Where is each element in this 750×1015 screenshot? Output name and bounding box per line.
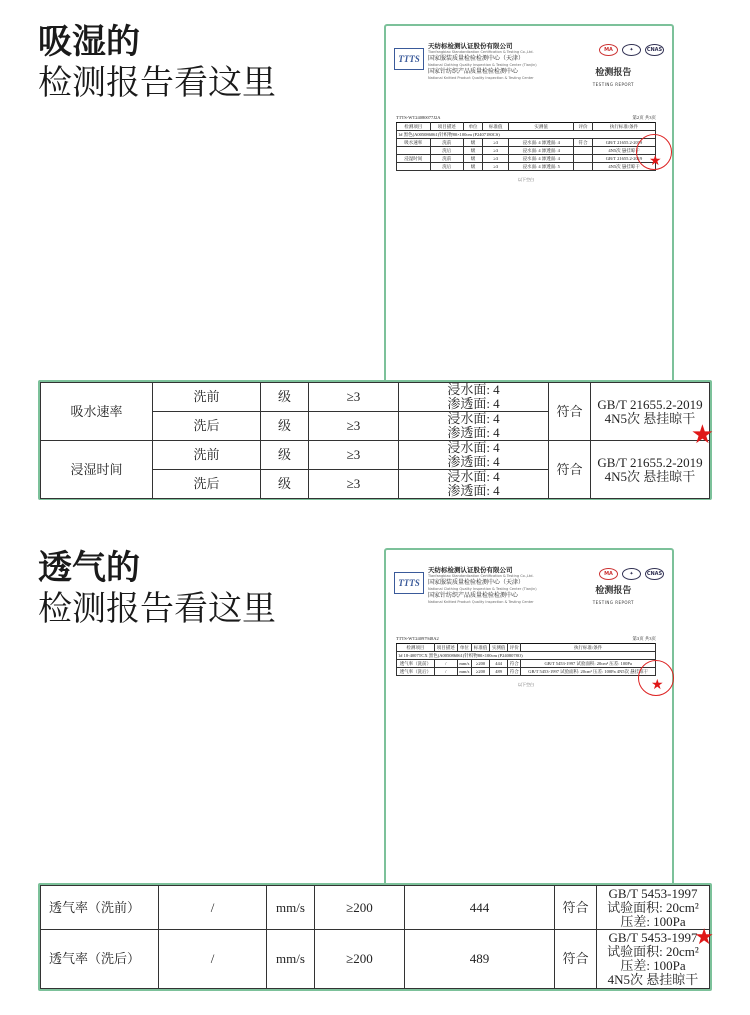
report-institution (428, 566, 537, 605)
mini-cell: 浸水面: 4 渗透面: 4 (509, 155, 573, 163)
center1: 国家服装质量检验检测中心（天津） (428, 55, 525, 62)
meas-line: 渗透面: 4 (447, 425, 500, 440)
desc-cell: / (159, 886, 267, 930)
tts-logo-icon: TTTS (394, 572, 424, 594)
mini-cell: mm/s (457, 660, 471, 668)
meas-cell (399, 470, 549, 499)
meas-line: 渗透面: 4 (447, 454, 500, 469)
mini-table-row (397, 139, 656, 147)
star-stamp-icon: ★ (694, 925, 714, 950)
mini-cell (397, 147, 431, 155)
section2-report-image (384, 548, 674, 893)
item-cell: 透气率（洗前） (41, 886, 159, 930)
cond-cell: 洗前 (153, 383, 261, 412)
stdref-line: GB/T 5453-1997 (608, 885, 698, 901)
eval-cell: 符合 (555, 930, 597, 989)
unit-cell: 级 (261, 470, 309, 499)
star-stamp-icon: ★ (690, 420, 714, 450)
unit-cell: 级 (261, 441, 309, 470)
report-title-cn: 检测报告 (595, 586, 632, 596)
meas-line: 浸水面: 4 (447, 411, 500, 426)
mini-cell: ≥3 (483, 147, 509, 155)
report-mini-table (396, 115, 656, 183)
stdref-cell (597, 886, 710, 930)
cal-mark-icon: ✦ (622, 568, 641, 580)
cond-cell: 洗后 (153, 470, 261, 499)
desc-cell: / (159, 930, 267, 989)
section1-data-table (38, 380, 712, 500)
mini-table-row (397, 660, 656, 668)
mini-table-row (397, 155, 656, 163)
section1-heading (38, 22, 276, 104)
report-page-info: 第3页 共3页 (632, 636, 656, 641)
center1-en: National Clothing Quality Inspection & Testing Center (Tianjin) (428, 587, 537, 591)
mini-cell (573, 163, 592, 171)
item-cell: 吸水速率 (41, 383, 153, 441)
mini-cell: 级 (464, 139, 483, 147)
stdref-line: 压差: 100Pa (620, 913, 686, 929)
table-row (41, 383, 710, 412)
meas-cell: 444 (405, 886, 555, 930)
cond-cell: 洗前 (153, 441, 261, 470)
std-cell: ≥3 (309, 470, 399, 499)
std-cell: ≥200 (315, 886, 405, 930)
mini-cell: 级 (464, 147, 483, 155)
center2-en: National Knitted Product Quality Inspection & Testing Center (428, 76, 534, 80)
unit-cell: mm/s (267, 886, 315, 930)
std-cell: ≥3 (309, 412, 399, 441)
mini-table-row (397, 147, 656, 155)
center2: 国家针纺织产品质量检验检测中心 (428, 68, 519, 75)
std-cell: ≥3 (309, 441, 399, 470)
section1-heading-title: 吸湿的 (38, 22, 140, 62)
mini-header-cell: 项目描述 (430, 123, 464, 131)
report-institution (428, 42, 537, 81)
mini-header-cell: 执行标准/条件 (521, 644, 656, 652)
mini-cell: 符合 (573, 139, 592, 147)
unit-cell: 级 (261, 412, 309, 441)
mini-header-cell: 评价 (508, 644, 521, 652)
mini-cell: 洗后 (430, 147, 464, 155)
cma-mark-icon: MA (599, 44, 618, 56)
mini-cell: / (434, 668, 457, 676)
eval-cell: 符合 (549, 383, 591, 441)
table-row (41, 886, 710, 930)
mini-cell: 浸湿时间 (397, 155, 431, 163)
mini-header-cell: 单位 (457, 644, 471, 652)
mini-cell: 符合 (508, 660, 521, 668)
mini-cell (397, 163, 431, 171)
item-cell: 透气率（洗后） (41, 930, 159, 989)
center2-en: National Knitted Product Quality Inspection & Testing Center (428, 600, 534, 604)
mini-header-cell: 实测值 (490, 644, 508, 652)
stdref-line: GB/T 5453-1997 (608, 930, 698, 946)
mini-cell: 洗前 (430, 155, 464, 163)
table-row (41, 930, 710, 989)
mini-cell: ≥200 (472, 660, 490, 668)
star-stamp-icon: ★ (651, 677, 664, 693)
mini-cell: 洗后 (430, 163, 464, 171)
sample-row: 1# 18-4007TCX 黑色(A005086061)针织物80×100cm (P2408078O) (397, 652, 656, 660)
mini-cell: 洗前 (430, 139, 464, 147)
report-number: TTTS-WT24080077J2A (396, 115, 441, 120)
std-cell: ≥200 (315, 930, 405, 989)
mini-header-cell: 标准值 (483, 123, 509, 131)
stdref-line: 4N5次 悬挂晾干 (604, 468, 696, 484)
org-name: 天纺标检测认证股份有限公司 (428, 566, 513, 574)
cond-cell: 洗后 (153, 412, 261, 441)
mini-cell: 符合 (508, 668, 521, 676)
mini-cell: 级 (464, 163, 483, 171)
mini-header-cell: 检测项目 (397, 123, 431, 131)
mini-header-cell: 单位 (464, 123, 483, 131)
mini-cell: GB/T 5453-1997 试验面积: 20cm² 压差: 100Pa (521, 660, 656, 668)
center1-en: National Clothing Quality Inspection & Testing Center (Tianjin) (428, 63, 537, 67)
mini-cell: 浸水面: 4 渗透面: 5 (509, 163, 573, 171)
org-name-en: Tianfangbiao Standardization Certification & Testing Co.,Ltd. (428, 50, 534, 54)
unit-cell: mm/s (267, 930, 315, 989)
meas-line: 浸水面: 4 (447, 440, 500, 455)
center1: 国家服装质量检验检测中心（天津） (428, 579, 525, 586)
cnas-mark-icon: CNAS (645, 44, 664, 56)
report-footer: 以下空白 (518, 682, 534, 687)
mini-cell: mm/s (457, 668, 471, 676)
stdref-line: 试验面积: 20cm² (607, 944, 699, 960)
mini-cell: 444 (490, 660, 508, 668)
mini-cell: ≥200 (472, 668, 490, 676)
mini-cell: 透气率（洗后） (397, 668, 435, 676)
report-mini-table (396, 636, 656, 688)
star-stamp-icon: ★ (649, 153, 662, 169)
cnas-mark-icon: CNAS (645, 568, 664, 580)
mini-table-row (397, 163, 656, 171)
meas-line: 浸水面: 4 (447, 469, 500, 484)
org-name-en: Tianfangbiao Standardization Certification & Testing Co.,Ltd. (428, 574, 534, 578)
mini-header-cell: 执行标准/条件 (593, 123, 656, 131)
mini-header-cell: 评价 (573, 123, 592, 131)
report-title-cn: 检测报告 (595, 68, 632, 78)
meas-line: 浸水面: 4 (447, 382, 500, 397)
report-number: TTTS-WT24097948A2 (396, 636, 439, 641)
mini-table-row (397, 668, 656, 676)
report-title-en: TESTING REPORT (592, 82, 634, 87)
mini-cell: 4N5次 悬挂晾干 (593, 147, 656, 155)
mini-cell: ≥3 (483, 155, 509, 163)
stdref-line: GB/T 21655.2-2019 (597, 454, 703, 470)
meas-cell: 489 (405, 930, 555, 989)
mini-cell: 透气率（洗前） (397, 660, 435, 668)
report-title-en: TESTING REPORT (592, 600, 634, 605)
mini-cell: GB/T 21655.2-2019 (593, 155, 656, 163)
cert-marks (599, 568, 664, 580)
stdref-line: 4N5次 悬挂晾干 (607, 972, 699, 988)
stdref-line: 试验面积: 20cm² (607, 899, 699, 915)
section2-heading-subtitle: 检测报告看这里 (38, 589, 276, 629)
section1-heading-subtitle: 检测报告看这里 (38, 63, 276, 103)
mini-cell: 级 (464, 155, 483, 163)
mini-header-cell: 标准值 (472, 644, 490, 652)
std-cell: ≥3 (309, 383, 399, 412)
meas-cell (399, 383, 549, 412)
report-title (593, 586, 634, 608)
section2-heading (38, 548, 276, 630)
section2-data-table (38, 883, 712, 991)
meas-line: 渗透面: 4 (447, 483, 500, 498)
cert-marks (599, 44, 664, 56)
mini-cell: ≥3 (483, 139, 509, 147)
sample-row: 1# 黑色(A005086061)针织物80×100cm (P2407180CS) (397, 131, 656, 139)
table-row (41, 441, 710, 470)
section2-heading-title: 透气的 (38, 548, 140, 588)
stdref-line: 4N5次 悬挂晾干 (604, 410, 696, 426)
meas-cell (399, 441, 549, 470)
mini-cell (573, 147, 592, 155)
mini-cell: 浸水面: 4 渗透面: 4 (509, 147, 573, 155)
unit-cell: 级 (261, 383, 309, 412)
mini-cell: GB/T 5453-1997 试验面积: 20cm² 压差: 100Pa 4N5次 悬挂晾干 (521, 668, 656, 676)
mini-cell: 吸水速率 (397, 139, 431, 147)
tts-logo-icon: TTTS (394, 48, 424, 70)
mini-cell: 浸水面: 4 渗透面: 4 (509, 139, 573, 147)
mini-header-cell: 项目描述 (434, 644, 457, 652)
mini-cell: ≥3 (483, 163, 509, 171)
stdref-line: GB/T 21655.2-2019 (597, 396, 703, 412)
org-name: 天纺标检测认证股份有限公司 (428, 42, 513, 50)
eval-cell: 符合 (555, 886, 597, 930)
stdref-line: 压差: 100Pa (620, 958, 686, 974)
report-title (593, 68, 634, 90)
meas-cell (399, 412, 549, 441)
report-footer: 以下空白 (518, 177, 534, 182)
mini-header-cell: 实测值 (509, 123, 573, 131)
mini-cell: GB/T 21655.2-2019 (593, 139, 656, 147)
cal-mark-icon: ✦ (622, 44, 641, 56)
section1-report-image (384, 24, 674, 394)
center2: 国家针纺织产品质量检验检测中心 (428, 592, 519, 599)
mini-cell: / (434, 660, 457, 668)
cma-mark-icon: MA (599, 568, 618, 580)
mini-cell (573, 155, 592, 163)
eval-cell: 符合 (549, 441, 591, 499)
mini-cell: 4N5次 悬挂晾干 (593, 163, 656, 171)
stdref-cell (597, 930, 710, 989)
mini-cell: 489 (490, 668, 508, 676)
item-cell: 浸湿时间 (41, 441, 153, 499)
mini-header-cell: 检测项目 (397, 644, 435, 652)
meas-line: 渗透面: 4 (447, 396, 500, 411)
report-page-info: 第2页 共3页 (632, 115, 656, 120)
